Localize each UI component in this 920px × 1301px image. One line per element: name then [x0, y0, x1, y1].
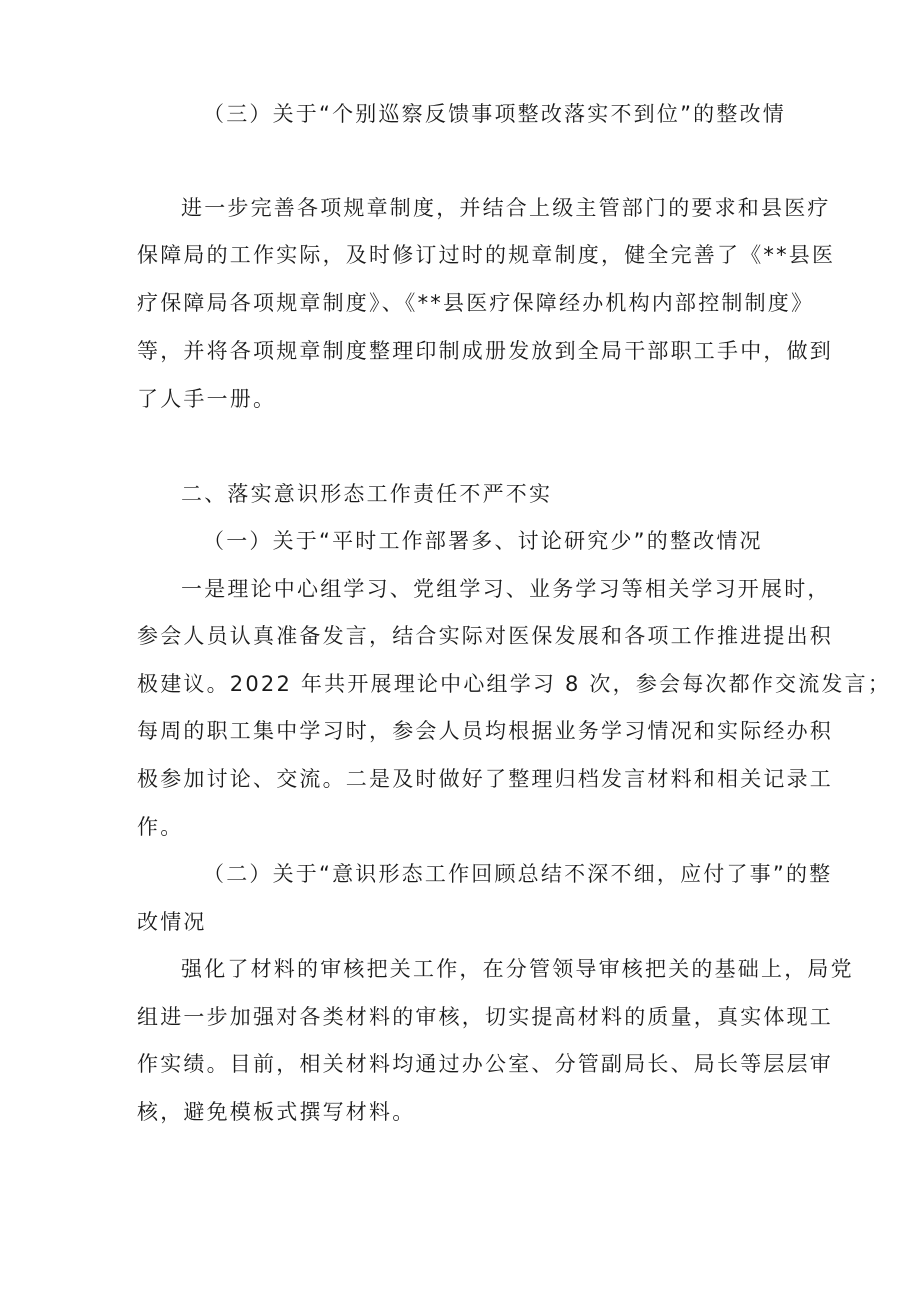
paragraph-line: 疗保障局各项规章制度》、《**县医疗保障经办机构内部控制制度》 [137, 291, 815, 315]
paragraph-line: 作实绩。目前，相关材料均通过办公室、分管副局长、局长等层层审 [137, 1052, 833, 1076]
section-heading: 二、落实意识形态工作责任不严不实 [181, 482, 553, 506]
heading-one: （一）关于“平时工作部署多、讨论研究少”的整改情况 [203, 529, 763, 553]
paragraph-line: 了人手一册。 [137, 387, 277, 411]
paragraph-line: 极参加讨论、交流。二是及时做好了整理归档发言材料和相关记录工 [137, 767, 833, 791]
paragraph-line: 一是理论中心组学习、党组学习、业务学习等相关学习开展时， [181, 577, 831, 601]
paragraph-line: 极建议。2022 年共开展理论中心组学习 8 次，参会每次都作交流发言； [137, 672, 892, 696]
paragraph-line: 参会人员认真准备发言，结合实际对医保发展和各项工作推进提出积 [137, 624, 833, 648]
heading-two-continued: 改情况 [137, 910, 207, 934]
paragraph-line: 强化了材料的审核把关工作，在分管领导审核把关的基础上，局党 [181, 957, 854, 981]
paragraph-line: 作。 [137, 815, 184, 839]
paragraph-line: 进一步完善各项规章制度，并结合上级主管部门的要求和县医疗 [181, 196, 831, 220]
paragraph-line: 保障局的工作实际，及时修订过时的规章制度，健全完善了《**县医 [137, 243, 836, 267]
paragraph-line: 等，并将各项规章制度整理印制成册发放到全局干部职工手中，做到 [137, 339, 833, 363]
paragraph-line: 组进一步加强对各类材料的审核，切实提高材料的质量，真实体现工 [137, 1005, 833, 1029]
paragraph-line: 每周的职工集中学习时，参会人员均根据业务学习情况和实际经办积 [137, 719, 833, 743]
paragraph-line: 核，避免模板式撰写材料。 [137, 1100, 416, 1124]
heading-two: （二）关于“意识形态工作回顾总结不深不细，应付了事”的整 [203, 862, 833, 886]
heading-three: （三）关于“个别巡察反馈事项整改落实不到位”的整改情 [203, 102, 786, 126]
